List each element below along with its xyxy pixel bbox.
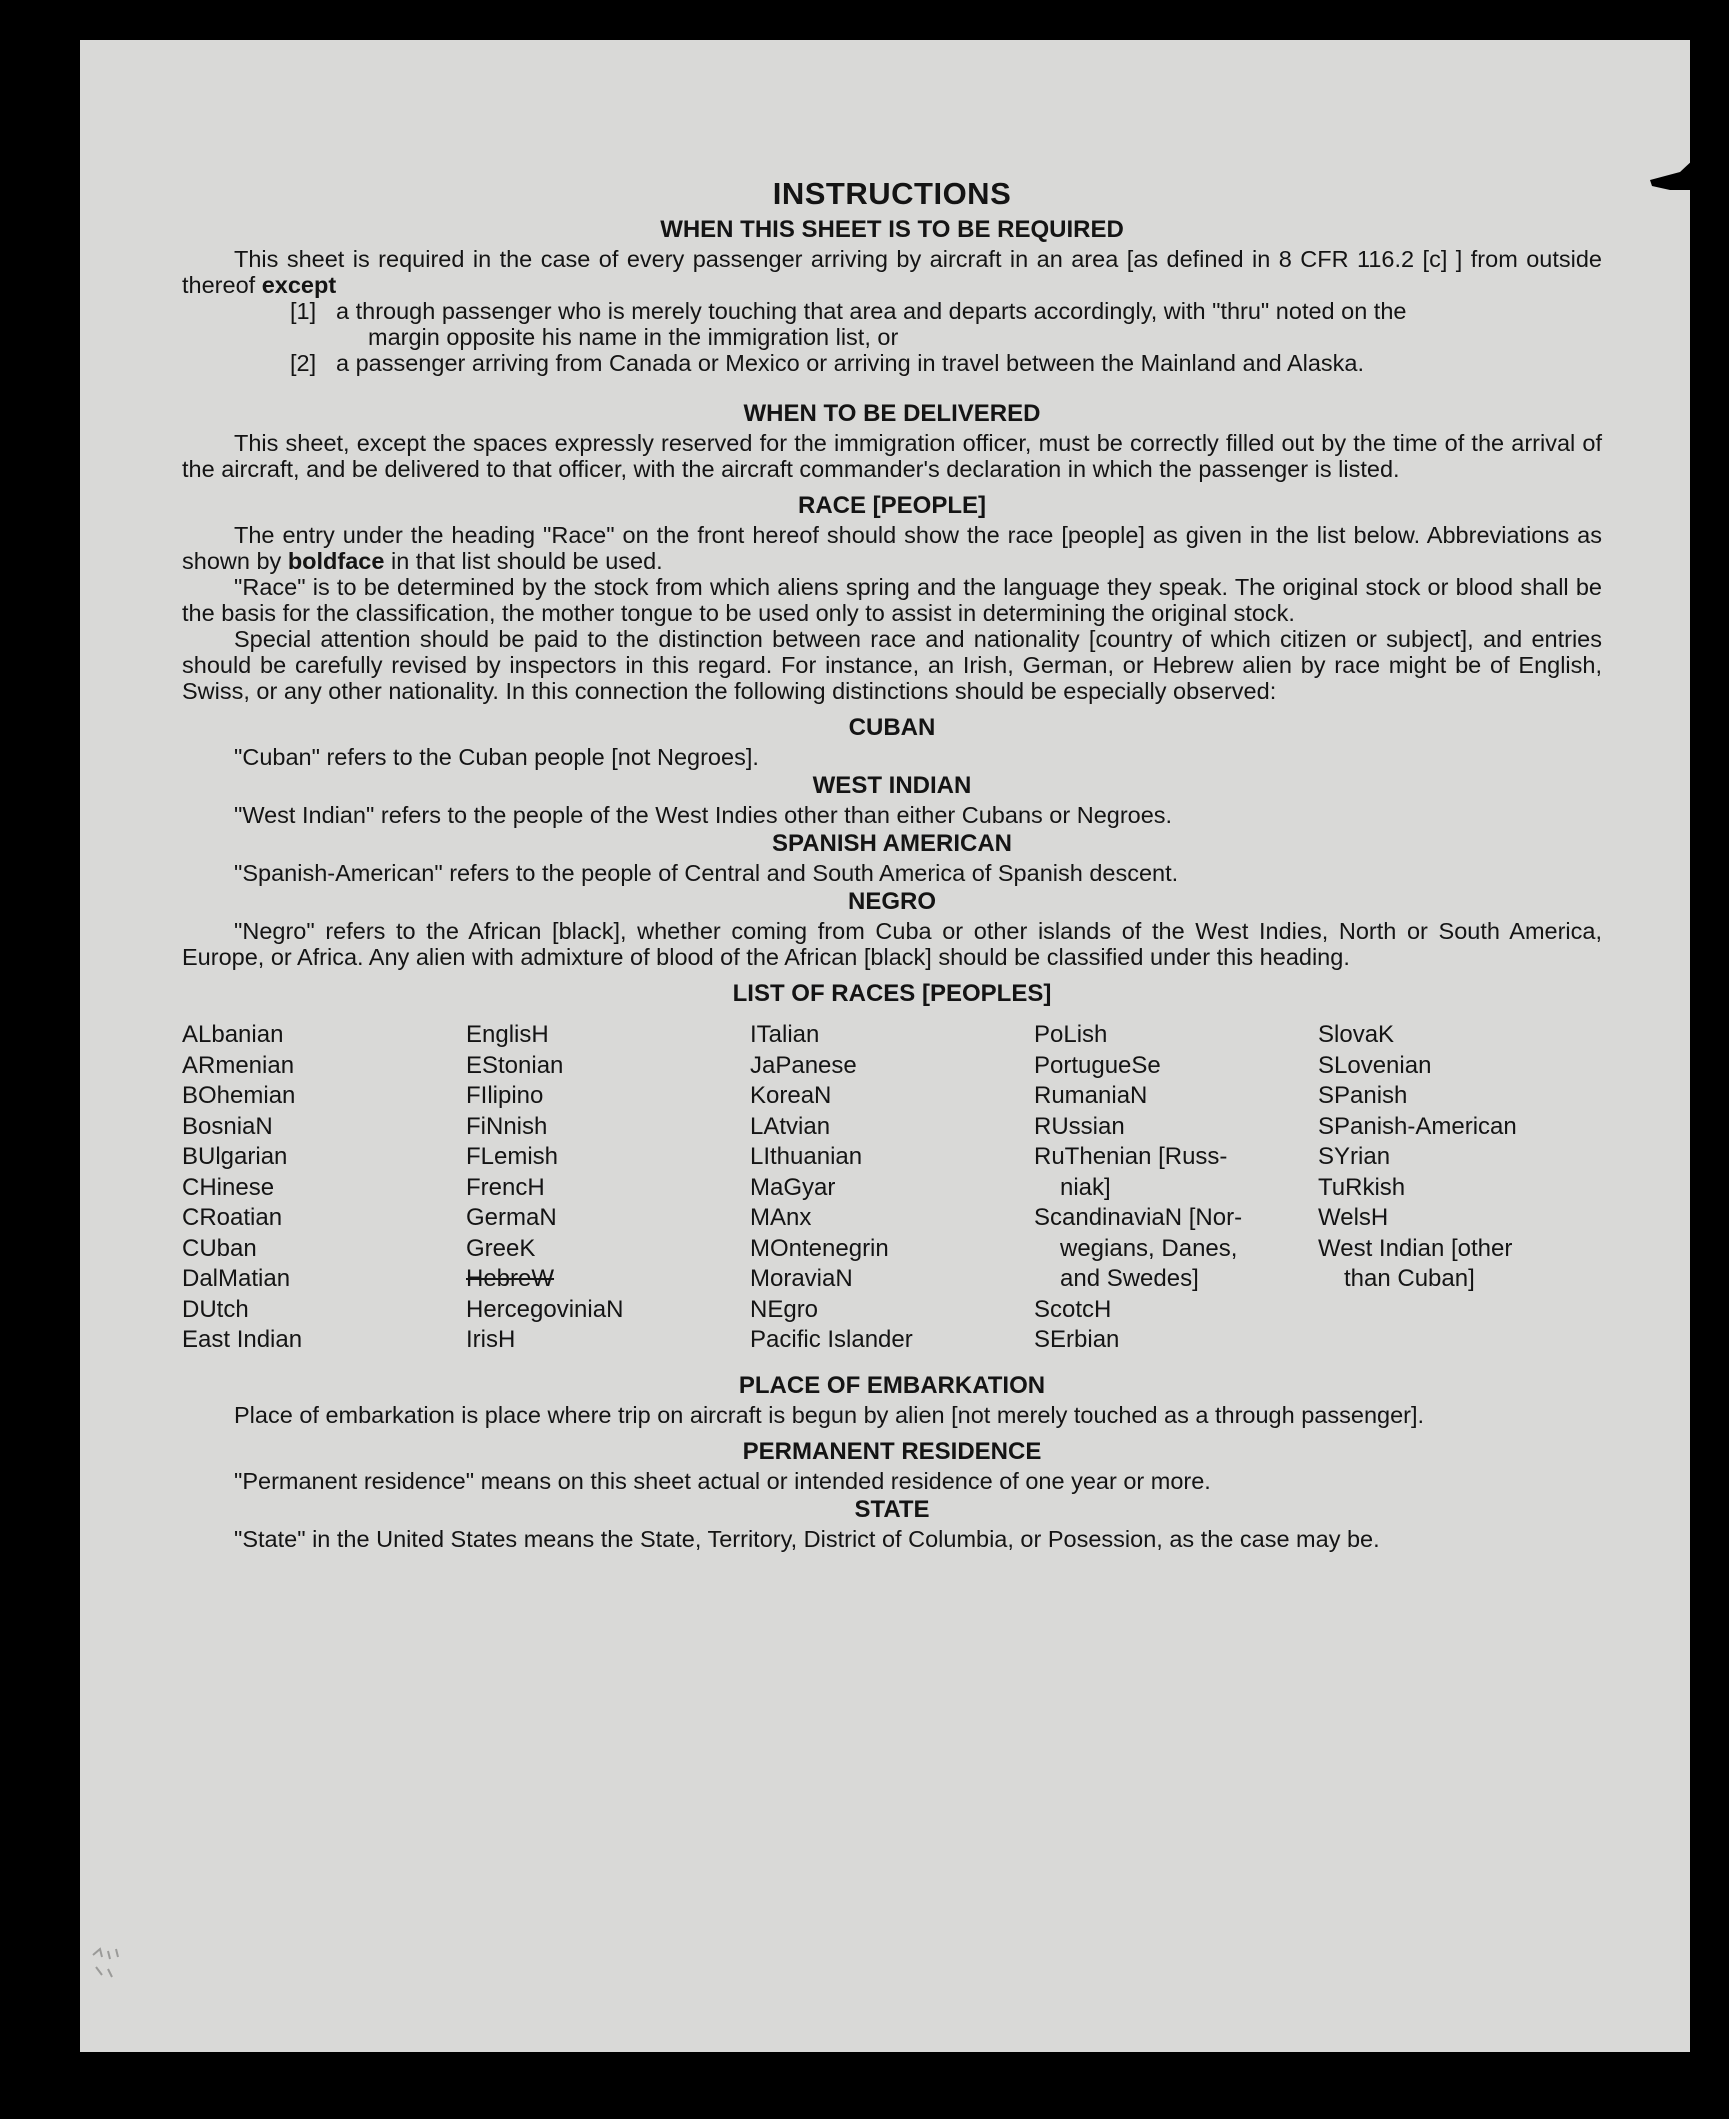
race-item: MoraviaN [750,1265,853,1292]
race-item: SlovaK [1318,1021,1395,1048]
race-item-continued: than Cuban] [1344,1265,1475,1292]
race-item: PortugueSe [1034,1051,1161,1079]
race-item-struck: HebreW [466,1265,555,1292]
place-of-embarkation-text: Place of embarkation is place where trip on aircraft is begun by alien [not merely touched as a through passenger]. [234,1401,1425,1428]
race-item: DUtch [182,1295,249,1323]
permanent-residence-text: "Permanent residence" means on this sheet actual or intended residence of one year or more. [234,1467,1211,1494]
race-item: MAnx [750,1204,812,1231]
heading-when-delivered: WHEN TO BE DELIVERED [743,400,1041,427]
heading-race: RACE [PEOPLE] [797,492,986,519]
race-item: DalMatian [182,1265,291,1292]
faint-stamp-mark [88,1945,138,1985]
race-item: SErbian [1034,1326,1120,1353]
heading-west-indian: WEST INDIAN [812,772,972,799]
race-item: SYrian [1318,1143,1391,1170]
race-item: FiNnish [466,1112,548,1140]
heading-cuban: CUBAN [848,714,936,741]
race-item: LAtvian [750,1112,831,1140]
race-item: BUlgarian [182,1143,288,1170]
race-item: GreeK [466,1234,536,1262]
races-column-5 [1318,1020,1602,1356]
race-item: CRoatian [182,1204,283,1231]
race-item: ScotcH [1034,1295,1112,1323]
spanish-american-text: "Spanish-American" refers to the people of Central and South America of Spanish descent. [234,860,1179,886]
race-item: East Indian [182,1326,303,1353]
races-column-2 [466,1020,750,1356]
heading-negro: NEGRO [847,888,936,915]
race-paragraph-2: "Race" is to be determined by the stock from which aliens spring and the language they speak. The original stock or blood shall be the basis for the classification, the mother tongue to be used only to assist in determining the original stock. [182,574,1602,626]
races-column-4 [1034,1020,1318,1356]
race-item: ITalian [750,1021,820,1048]
heading-when-required: WHEN THIS SHEET IS TO BE REQUIRED [660,216,1124,243]
race-item: LIthuanian [750,1143,863,1170]
race-item: West Indian [other [1318,1234,1513,1262]
race-item: MaGyar [750,1173,836,1201]
race-item: PoLish [1034,1021,1108,1048]
race-item: NEgro [750,1295,819,1323]
when-required-intro: This sheet is required in the case of every passenger arriving by aircraft in an area [as defined in 8 CFR 116.2 [c] ] from outside thereof except [182,246,1602,298]
cuban-text: "Cuban" refers to the Cuban people [not Negroes]. [234,744,759,770]
instructions-content [182,174,1602,1552]
race-item: ALbanian [182,1021,284,1048]
race-paragraph-1: The entry under the heading "Race" on the front hereof should show the race [people] as given in the list below. Abbreviations as shown by boldface in that list should be used. [182,522,1602,574]
race-item: KoreaN [750,1082,832,1109]
heading-permanent-residence: PERMANENT RESIDENCE [742,1437,1042,1465]
race-item: WelsH [1318,1204,1389,1231]
race-item: CUban [182,1234,257,1262]
west-indian-text: "West Indian" refers to the people of the West Indies other than either Cubans or Negroes. [234,802,1173,828]
heading-list-of-races: LIST OF RACES [PEOPLES] [732,980,1052,1007]
races-column-1 [182,1020,466,1356]
race-item-continued: wegians, Danes, [1060,1234,1238,1262]
race-item: FrencH [466,1173,545,1201]
race-item: JaPanese [750,1051,857,1079]
race-item-continued: and Swedes] [1060,1265,1199,1292]
exception-item-1: [1] a through passenger who is merely touching that area and departs accordingly, with "thru" noted on the margin opposite his name in the immigration list, or [290,298,1407,350]
when-delivered-text: This sheet, except the spaces expressly reserved for the immigration officer, must be correctly filled out by the time of the arrival of the aircraft, and be delivered to that officer, with the aircraft commander's declaration in which the passenger is listed. [182,430,1602,482]
race-item-continued: niak] [1060,1173,1111,1201]
heading-spanish-american: SPANISH AMERICAN [771,830,1012,857]
race-item: EnglisH [466,1021,549,1048]
race-item: TuRkish [1318,1173,1406,1201]
race-item: RumaniaN [1034,1082,1148,1109]
race-item: HercegoviniaN [466,1295,624,1323]
race-item: ARmenian [182,1051,295,1079]
race-item: SPanish-American [1318,1112,1517,1140]
race-item: BosniaN [182,1112,273,1140]
race-item: RUssian [1034,1112,1125,1140]
torn-corner [1640,110,1729,220]
race-item: ScandinaviaN [Nor- [1034,1204,1243,1231]
race-item: IrisH [466,1326,516,1353]
race-item: BOhemian [182,1082,296,1109]
document-sheet [80,40,1690,2052]
race-item: Pacific Islander [750,1326,913,1353]
race-item: SPanish [1318,1082,1408,1109]
race-paragraph-3: Special attention should be paid to the distinction between race and nationality [country of which citizen or subject], and entries should be carefully revised by inspectors in this regard. For instance, an Irish, German, or Hebrew alien by race might be of English, Swiss, or any other nationality. In this connection the following distinctions should be especially observed: [182,626,1602,704]
exception-item-2: [2] a passenger arriving from Canada or Mexico or arriving in travel between the Mainland and Alaska. [290,350,1365,376]
race-item: CHinese [182,1173,275,1201]
page-title: INSTRUCTIONS [772,176,1012,211]
state-text: "State" in the United States means the State, Territory, District of Columbia, or Posession, as the case may be. [234,1525,1380,1552]
heading-state: STATE [854,1495,930,1523]
negro-text: "Negro" refers to the African [black], whether coming from Cuba or other islands of the West Indies, North or South America, Europe, or Africa. Any alien with admixture of blood of the African [black] should be classified under this heading. [182,918,1602,970]
race-item: FIlipino [466,1082,544,1109]
race-item: GermaN [466,1204,557,1231]
races-column-3 [750,1020,1034,1356]
race-item: FLemish [466,1143,559,1170]
race-item: EStonian [466,1051,564,1079]
race-item: RuThenian [Russ- [1034,1143,1228,1170]
races-list [182,1020,1602,1356]
heading-place-of-embarkation: PLACE OF EMBARKATION [738,1371,1046,1399]
race-item: SLovenian [1318,1051,1432,1079]
race-item: MOntenegrin [750,1234,889,1262]
